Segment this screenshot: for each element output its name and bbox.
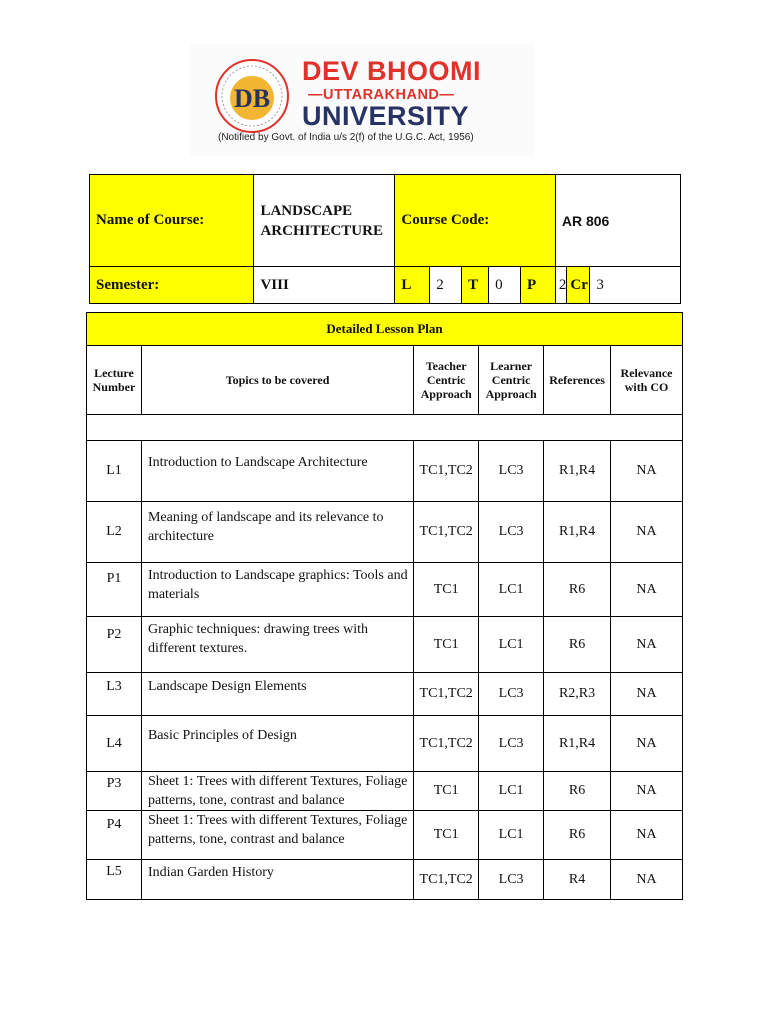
table-row <box>87 811 683 860</box>
relevance-co: NA <box>611 860 683 900</box>
lecture-number: P1 <box>87 563 142 617</box>
relevance-co: NA <box>611 772 683 811</box>
relevance-co: NA <box>611 563 683 617</box>
references: R6 <box>544 772 611 811</box>
university-seal-icon <box>214 58 290 134</box>
table-row <box>87 563 683 617</box>
lesson-plan-title: Detailed Lesson Plan <box>87 313 683 346</box>
p-label: P <box>520 267 555 304</box>
semester-value: VIII <box>254 267 395 304</box>
topic: Basic Principles of Design <box>141 716 413 772</box>
references: R1,R4 <box>544 441 611 502</box>
table-row <box>87 617 683 673</box>
l-value: 2 <box>430 267 462 304</box>
learner-approach: LC3 <box>479 860 544 900</box>
relevance-co: NA <box>611 502 683 563</box>
learner-approach: LC3 <box>479 441 544 502</box>
topic: Meaning of landscape and its relevance to architecture <box>141 502 413 563</box>
teacher-approach: TC1,TC2 <box>414 716 479 772</box>
p-value: 2 <box>555 267 567 304</box>
learner-approach: LC1 <box>479 563 544 617</box>
relevance-co: NA <box>611 617 683 673</box>
references: R4 <box>544 860 611 900</box>
lecture-number: L3 <box>87 673 142 716</box>
relevance-co: NA <box>611 811 683 860</box>
references: R6 <box>544 811 611 860</box>
university-name-line2: —UTTARAKHAND— <box>308 87 455 103</box>
lecture-number: L2 <box>87 502 142 563</box>
topic: Graphic techniques: drawing trees with different textures. <box>141 617 413 673</box>
teacher-approach: TC1 <box>414 617 479 673</box>
topic: Introduction to Landscape graphics: Tools and materials <box>141 563 413 617</box>
column-header: Lecture Number <box>87 346 142 415</box>
learner-approach: LC3 <box>479 716 544 772</box>
topic: Sheet 1: Trees with different Textures, Foliage patterns, tone, contrast and balance <box>141 772 413 811</box>
course-name-label: Name of Course: <box>90 175 254 267</box>
lecture-number: P2 <box>87 617 142 673</box>
teacher-approach: TC1 <box>414 772 479 811</box>
cr-value: 3 <box>590 267 681 304</box>
lesson-plan-table <box>86 312 683 900</box>
column-header: Learner Centric Approach <box>479 346 544 415</box>
lecture-number: P4 <box>87 811 142 860</box>
references: R2,R3 <box>544 673 611 716</box>
spacer-row <box>87 415 683 441</box>
topic: Indian Garden History <box>141 860 413 900</box>
university-name-line3: UNIVERSITY <box>302 101 470 131</box>
lecture-number: P3 <box>87 772 142 811</box>
teacher-approach: TC1,TC2 <box>414 441 479 502</box>
learner-approach: LC1 <box>479 772 544 811</box>
relevance-co: NA <box>611 673 683 716</box>
learner-approach: LC3 <box>479 673 544 716</box>
topic: Introduction to Landscape Architecture <box>141 441 413 502</box>
t-label: T <box>462 267 489 304</box>
learner-approach: LC3 <box>479 502 544 563</box>
teacher-approach: TC1,TC2 <box>414 673 479 716</box>
teacher-approach: TC1 <box>414 563 479 617</box>
topic: Landscape Design Elements <box>141 673 413 716</box>
table-row <box>87 772 683 811</box>
table-row <box>87 860 683 900</box>
university-name-line1: DEV BHOOMI <box>302 56 482 86</box>
learner-approach: LC1 <box>479 617 544 673</box>
references: R6 <box>544 563 611 617</box>
teacher-approach: TC1,TC2 <box>414 860 479 900</box>
references: R6 <box>544 617 611 673</box>
course-name-value: LANDSCAPE ARCHITECTURE <box>254 175 395 267</box>
seal-letters: DB <box>233 84 271 113</box>
semester-label: Semester: <box>90 267 254 304</box>
teacher-approach: TC1,TC2 <box>414 502 479 563</box>
table-row <box>87 716 683 772</box>
university-logo <box>190 44 534 156</box>
teacher-approach: TC1 <box>414 811 479 860</box>
table-row <box>87 502 683 563</box>
notification-text: (Notified by Govt. of India u/s 2(f) of the U.G.C. Act, 1956) <box>218 132 474 143</box>
course-code-label: Course Code: <box>395 175 556 267</box>
lecture-number: L5 <box>87 860 142 900</box>
column-header: Teacher Centric Approach <box>414 346 479 415</box>
l-label: L <box>395 267 430 304</box>
lecture-number: L1 <box>87 441 142 502</box>
table-row <box>87 673 683 716</box>
column-header: Relevance with CO <box>611 346 683 415</box>
table-row <box>87 441 683 502</box>
relevance-co: NA <box>611 716 683 772</box>
t-value: 0 <box>489 267 521 304</box>
cr-label: Cr <box>567 267 590 304</box>
references: R1,R4 <box>544 716 611 772</box>
column-header: References <box>544 346 611 415</box>
column-header: Topics to be covered <box>141 346 413 415</box>
lecture-number: L4 <box>87 716 142 772</box>
learner-approach: LC1 <box>479 811 544 860</box>
topic: Sheet 1: Trees with different Textures, Foliage patterns, tone, contrast and balance <box>141 811 413 860</box>
course-info-table <box>89 174 681 304</box>
relevance-co: NA <box>611 441 683 502</box>
references: R1,R4 <box>544 502 611 563</box>
course-code-value: AR 806 <box>555 175 680 267</box>
